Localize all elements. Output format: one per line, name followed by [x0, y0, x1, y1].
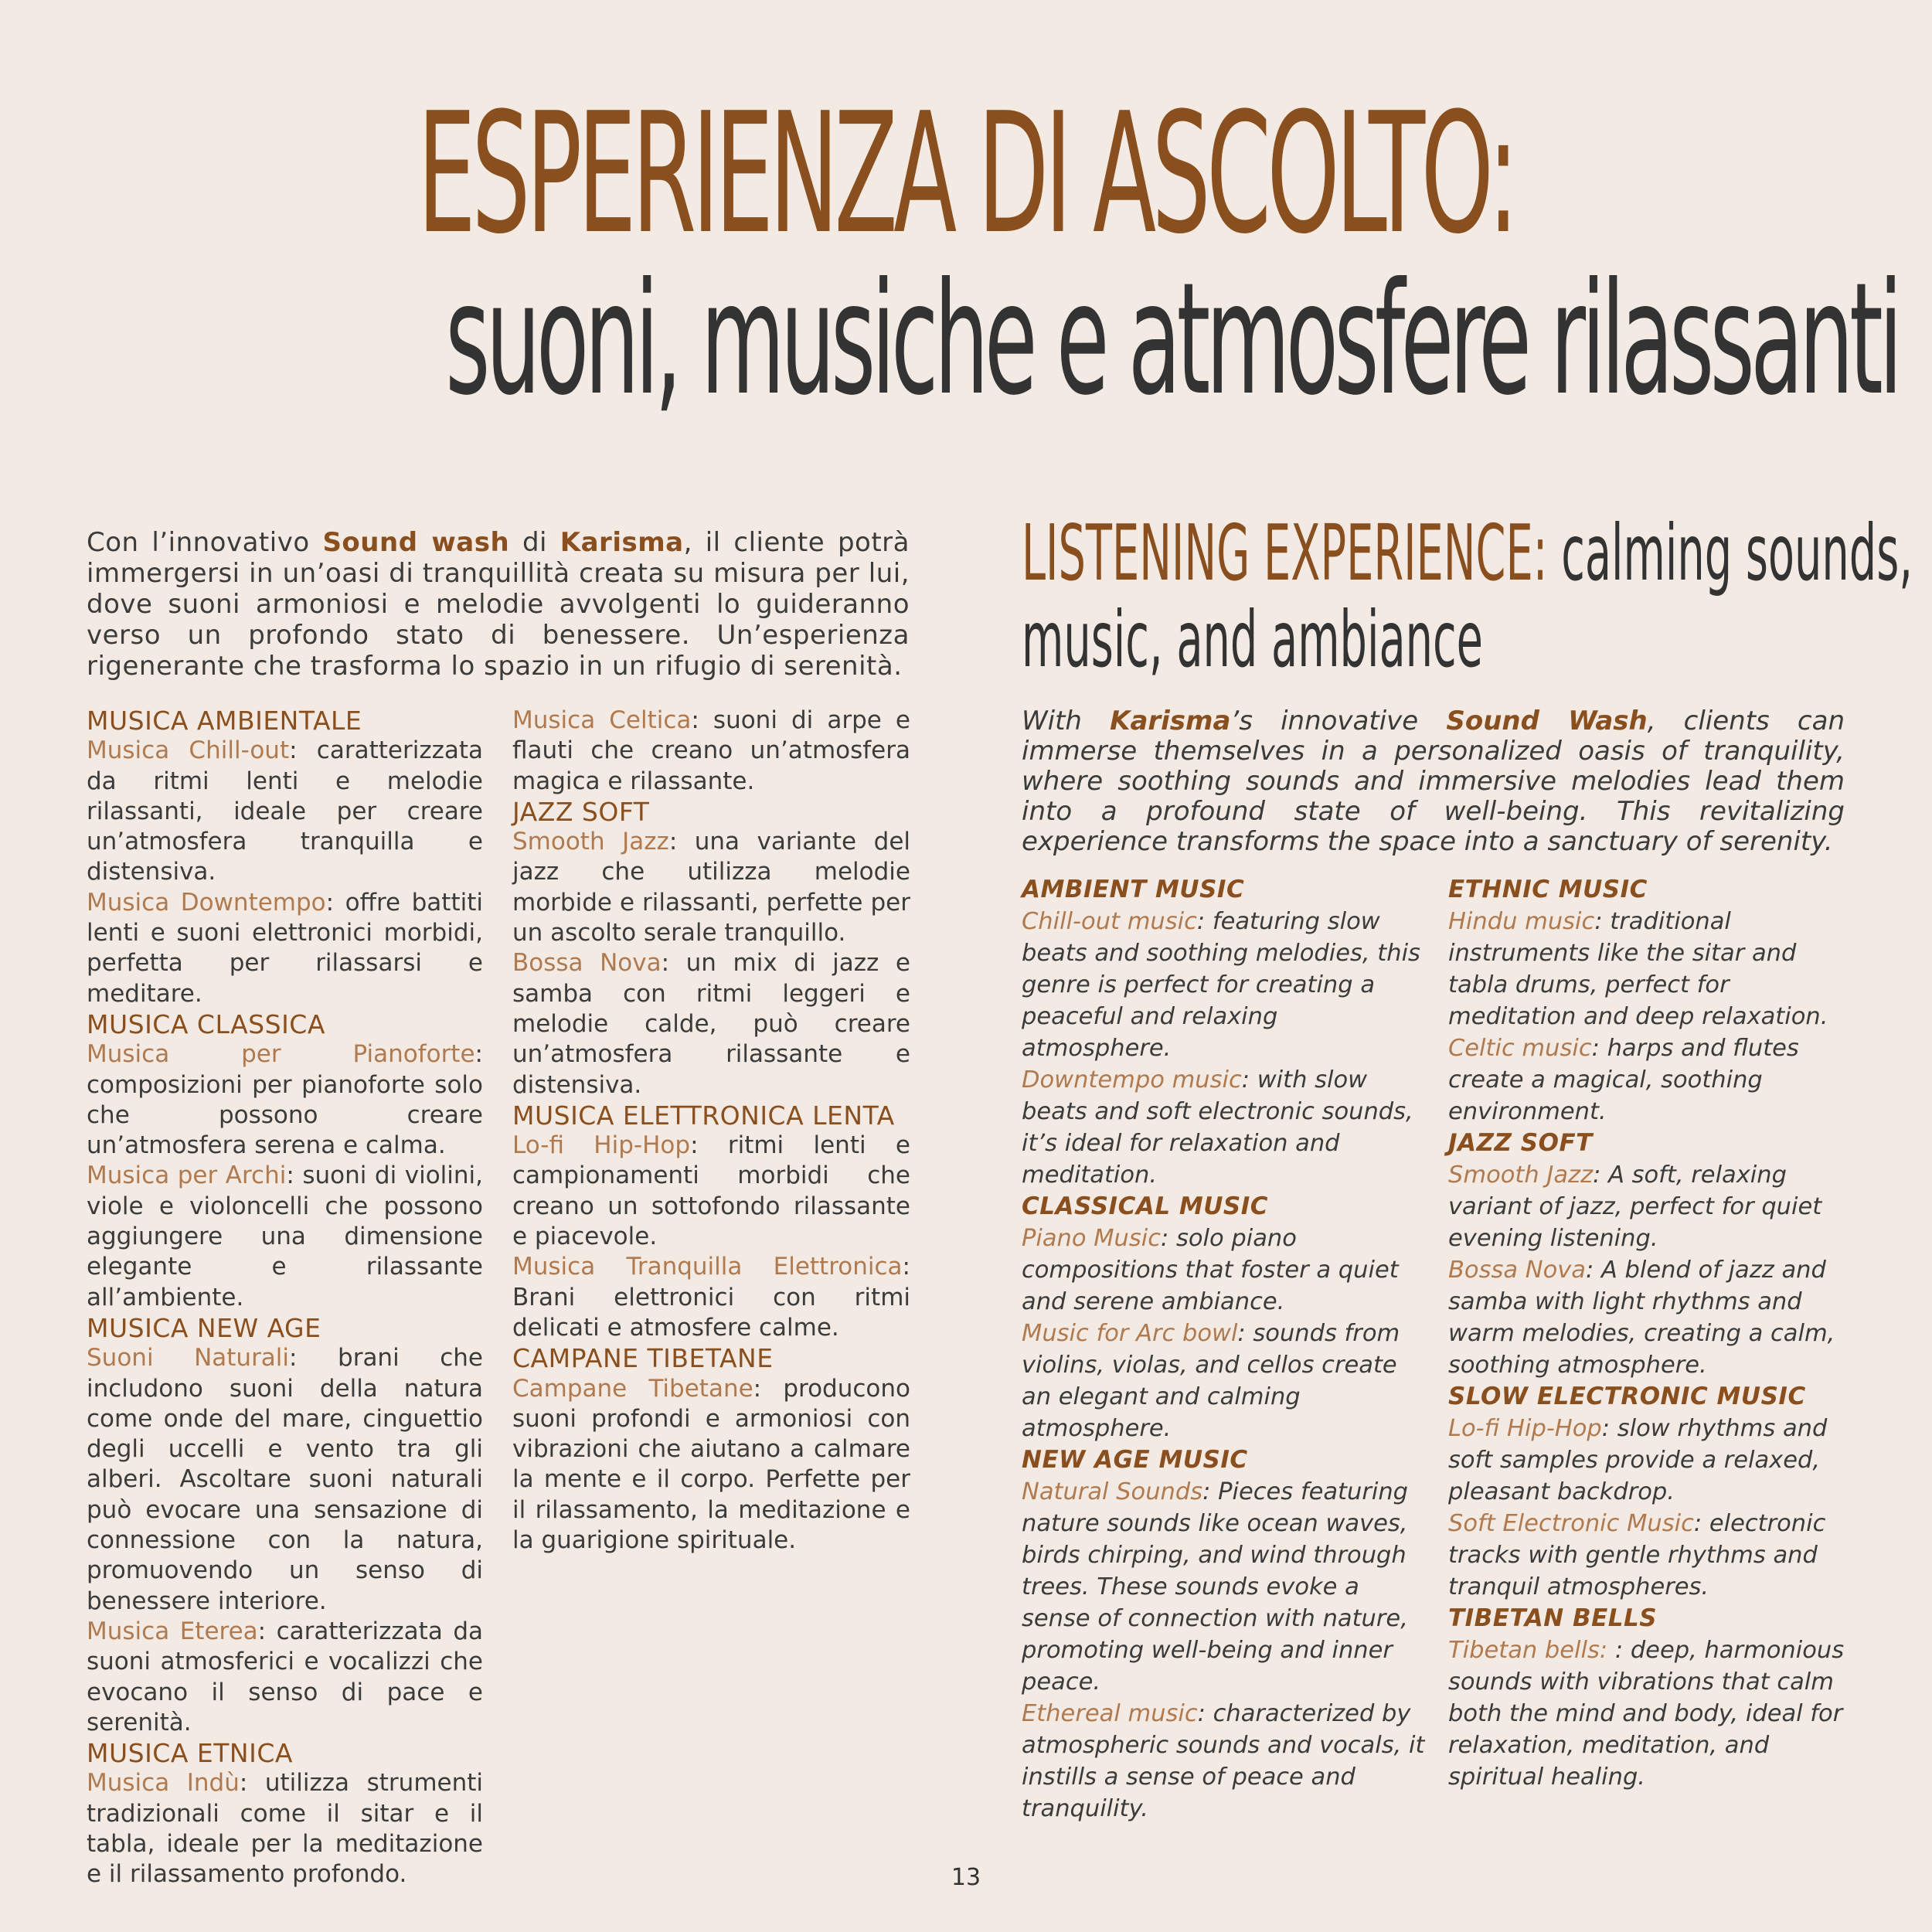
english-column-1 — [1022, 874, 1427, 1825]
genre-description: : brani che includono suoni della natura come onde del mare, cinguettio degli uccelli e vento tra gli alberi. Ascoltare suoni naturali può evocare una sensazione di connessione con la natura, promuovendo un senso di benessere interiore. — [87, 1344, 483, 1615]
brand-sound-wash: Sound wash — [322, 527, 510, 558]
section-heading: CLASSICAL MUSIC — [1022, 1192, 1268, 1220]
section-heading: MUSICA CLASSICA — [87, 1009, 325, 1039]
genre-description: : composizioni per pianoforte solo che possono creare un’atmosfera serena e calma. — [87, 1040, 483, 1160]
genre-entry — [512, 706, 910, 797]
english-heading-line-1 — [1022, 508, 1913, 598]
intro-it-text-1: Con l’innovativo — [87, 527, 323, 558]
section-heading: MUSICA NEW AGE — [87, 1312, 321, 1343]
brand-karisma: Karisma — [560, 527, 684, 558]
page-number: 13 — [951, 1864, 981, 1891]
genre-term: Natural Sounds — [1022, 1478, 1203, 1505]
intro-it-text-2: di — [509, 527, 560, 558]
genre-term: Musica per Archi — [87, 1162, 287, 1190]
genre-term: Lo-fi Hip-Hop — [1448, 1415, 1602, 1442]
genre-entry — [512, 827, 910, 948]
intro-italian — [87, 527, 910, 682]
italian-column-2 — [512, 706, 910, 1556]
genre-description: : caratterizzata da ritmi lenti e melodie rilassanti, ideale per creare un’atmosfera tranquilla e distensiva. — [87, 736, 484, 886]
genre-entry — [87, 1039, 483, 1161]
genre-description: : utilizza strumenti tradizionali come il sitar e il tabla, ideale per la meditazione e il rilassamento profondo. — [87, 1769, 483, 1889]
genre-entry — [87, 888, 483, 1009]
genre-description: : solo piano compositions that foster a quiet and serene ambiance. — [1022, 1225, 1399, 1315]
genre-entry — [1022, 906, 1427, 1064]
genre-entry — [1448, 906, 1850, 1032]
genre-term: Suoni Naturali — [87, 1344, 290, 1372]
genre-entry — [1022, 1223, 1427, 1318]
genre-entry — [512, 948, 910, 1100]
genre-description: : deep, harmonious sounds with vibrations that calm both the mind and body, ideal for relaxation, meditation, and spiritual healing. — [1448, 1637, 1845, 1791]
genre-description: : un mix di jazz e samba con ritmi leggeri e melodie calde, può creare un’atmosfera rilassante e distensiva. — [512, 949, 910, 1099]
english-column-2 — [1448, 874, 1850, 1793]
english-heading-accent: LISTENING EXPERIENCE: — [1022, 508, 1548, 598]
genre-entry — [1022, 1064, 1427, 1191]
english-heading — [1022, 510, 1932, 683]
section-heading: JAZZ SOFT — [512, 796, 650, 827]
genre-entry — [87, 1617, 483, 1738]
genre-description: : electronic tracks with gentle rhythms and tranquil atmospheres. — [1448, 1510, 1826, 1600]
genre-description: : caratterizzata da suoni atmosferici e vocalizzi che evocano il senso di pace e serenità. — [87, 1617, 483, 1736]
genre-entry — [1448, 1159, 1850, 1254]
genre-term: Musica Downtempo — [87, 888, 326, 917]
genre-term: Musica Tranquilla Elettronica — [512, 1253, 903, 1281]
genre-description: : una variante del jazz che utilizza melodie morbide e rilassanti, perfette per un ascolto serale tranquillo. — [512, 828, 911, 947]
section-heading: JAZZ SOFT — [1448, 1129, 1593, 1157]
section-heading: ETHNIC MUSIC — [1448, 876, 1648, 903]
genre-description: : ritmi lenti e campionamenti morbidi che creano un sottofondo rilassante e piacevole. — [512, 1131, 910, 1251]
genre-entry — [1022, 1476, 1427, 1698]
genre-description: : characterized by atmospheric sounds and vocals, it instills a sense of peace and tranquility. — [1022, 1700, 1425, 1822]
genre-term: Celtic music — [1448, 1035, 1592, 1062]
genre-entry — [512, 1374, 910, 1556]
genre-term: Musica Indù — [87, 1769, 240, 1798]
genre-entry — [1448, 1508, 1850, 1603]
genre-entry — [87, 736, 483, 887]
english-heading-line-2: music, and ambiance — [1022, 594, 1483, 685]
genre-term: Bossa Nova — [1448, 1257, 1586, 1284]
genre-entry — [87, 1343, 483, 1617]
genre-description: : producono suoni profondi e armoniosi con vibrazioni che aiutano a calmare la mente e il corpo. Perfette per il rilassamento, la meditazione e la guarigione spirituale. — [512, 1374, 910, 1555]
genre-description: : Pieces featuring nature sounds like ocean waves, birds chirping, and wind through trees. These sounds evoke a sense of connection with nature, promoting well-being and inner peace. — [1022, 1478, 1409, 1696]
genre-description: : slow rhythms and soft samples provide a relaxed, pleasant backdrop. — [1448, 1415, 1828, 1505]
genre-entry — [512, 1131, 910, 1252]
genre-entry — [87, 1161, 483, 1312]
genre-term: Musica Eterea — [87, 1617, 258, 1645]
genre-entry — [1022, 1698, 1427, 1825]
section-heading: MUSICA ETNICA — [87, 1738, 293, 1769]
genre-term: Musica Chill-out — [87, 736, 290, 765]
genre-description: : featuring slow beats and soothing melodies, this genre is perfect for creating a peaceful and relaxing atmosphere. — [1022, 908, 1420, 1062]
genre-entry — [1448, 1032, 1850, 1128]
genre-term: Lo-fi Hip-Hop — [512, 1131, 691, 1160]
genre-term: Smooth Jazz — [512, 828, 669, 856]
genre-term: Tibetan bells: — [1448, 1637, 1608, 1664]
title-line-1-text: ESPERIENZA DI ASCOLTO: — [417, 77, 1515, 270]
genre-term: Soft Electronic Music — [1448, 1510, 1694, 1537]
genre-entry — [1448, 1634, 1850, 1793]
intro-it-text-3: , il cliente potrà immergersi in un’oasi di tranquillità creata su misura per lui, dove suoni armoniosi e melodie avvolgenti lo guideranno verso un profondo stato di benessere. Un’esperienza rigenerante che trasforma lo spazio in un rifugio di serenità. — [87, 527, 910, 682]
genre-description: : with slow beats and soft electronic sounds, it’s ideal for relaxation and meditation. — [1022, 1066, 1413, 1189]
title-line-2-text: suoni, musiche e atmosfere rilassanti — [445, 250, 1899, 430]
genre-entry — [512, 1252, 910, 1343]
section-heading: CAMPANE TIBETANE — [512, 1343, 774, 1374]
genre-description: : offre battiti lenti e suoni elettronici morbidi, perfetta per rilassarsi e meditare. — [87, 888, 483, 1008]
genre-term: Chill-out music — [1022, 908, 1197, 935]
genre-description: : suoni di arpe e flauti che creano un’atmosfera magica e rilassante. — [512, 706, 910, 795]
genre-entry — [1448, 1413, 1850, 1508]
intro-english — [1022, 706, 1845, 857]
genre-description: : A blend of jazz and samba with light rhythms and warm melodies, creating a calm, soothing atmosphere. — [1448, 1257, 1835, 1379]
genre-term: Smooth Jazz — [1448, 1162, 1594, 1189]
section-heading: AMBIENT MUSIC — [1022, 876, 1245, 903]
genre-description: : Brani elettronici con ritmi delicati e atmosfere calme. — [512, 1253, 910, 1342]
genre-entry — [1022, 1318, 1427, 1444]
genre-entry — [1448, 1254, 1850, 1381]
title-line-1 — [0, 77, 1932, 270]
section-heading: SLOW ELECTRONIC MUSIC — [1448, 1383, 1806, 1410]
section-heading: TIBETAN BELLS — [1448, 1604, 1658, 1632]
section-heading: MUSICA AMBIENTALE — [87, 706, 362, 736]
intro-en-text-1: With — [1022, 706, 1111, 736]
genre-description: : harps and flutes create a magical, soothing environment. — [1448, 1035, 1799, 1125]
title-line-2 — [0, 250, 1932, 430]
genre-term: Music for Arc bowl — [1022, 1320, 1238, 1347]
genre-description: : suoni di violini, viole e violoncelli che possono aggiungere una dimensione elegante e rilassante all’ambiente. — [87, 1162, 483, 1311]
genre-description: : traditional instruments like the sitar and tabla drums, perfect for meditation and deep relaxation. — [1448, 908, 1828, 1030]
section-heading: MUSICA ELETTRONICA LENTA — [512, 1100, 895, 1131]
genre-term: Downtempo music — [1022, 1066, 1242, 1094]
intro-en-text-2: ’s innovative — [1230, 706, 1447, 736]
genre-term: Ethereal music — [1022, 1700, 1198, 1727]
genre-term: Bossa Nova — [512, 949, 662, 978]
genre-term: Hindu music — [1448, 908, 1595, 935]
italian-column-1 — [87, 706, 483, 1890]
genre-description: : sounds from violins, violas, and cellos create an elegant and calming atmosphere. — [1022, 1320, 1400, 1442]
english-heading-rest-1: calming sounds, — [1547, 508, 1913, 598]
brand-karisma: Karisma — [1110, 706, 1231, 736]
genre-description: : A soft, relaxing variant of jazz, perfect for quiet evening listening. — [1448, 1162, 1822, 1252]
genre-term: Piano Music — [1022, 1225, 1162, 1252]
genre-term: Campane Tibetane — [512, 1374, 753, 1403]
genre-term: Musica Celtica — [512, 706, 692, 734]
section-heading: NEW AGE MUSIC — [1022, 1446, 1248, 1474]
genre-term: Musica per Pianoforte — [87, 1040, 475, 1069]
intro-en-text-3: , clients can immerse themselves in a personalized oasis of tranquility, where soothing sounds and immersive melodies lead them into a profound state of well-being. This revitalizing experience transforms the space into a sanctuary of serenity. — [1022, 706, 1845, 857]
brand-sound-wash: Sound Wash — [1446, 706, 1648, 736]
